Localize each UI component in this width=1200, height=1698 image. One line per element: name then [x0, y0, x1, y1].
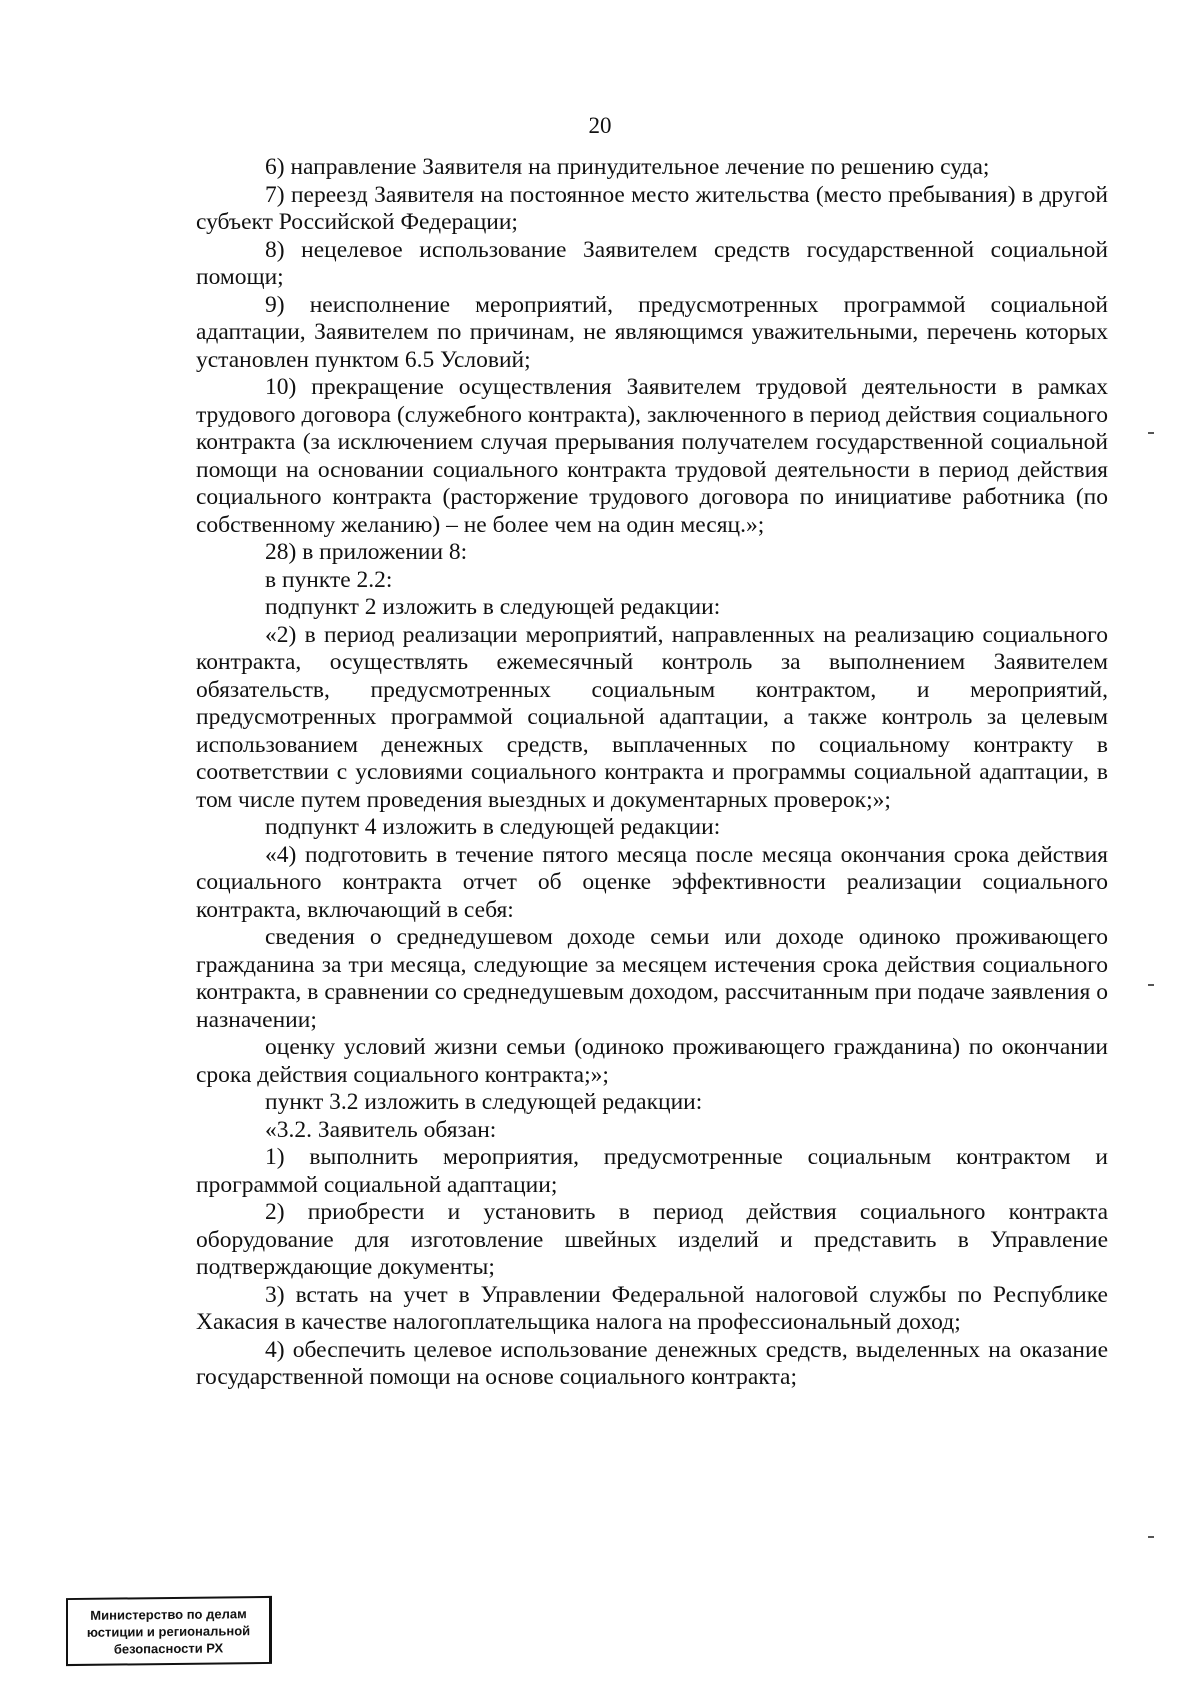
- paragraph-point-3-2-intro: пункт 3.2 изложить в следующей редакции:: [265, 1089, 703, 1115]
- paragraph-obligation-1: 1) выполнить мероприятия, предусмотренные социальным контрактом и программой социальной адаптации;: [196, 1144, 1108, 1198]
- paragraph-item-8: 8) нецелевое использование Заявителем средств государственной социальной помощи;: [196, 236, 1108, 290]
- paragraph-item-9: 9) неисполнение мероприятий, предусмотренных программой социальной адаптации, Заявителем по причинам, не являющимся уважительными, перечень которых установлен пунктом 6.5 Условий;: [196, 291, 1108, 373]
- scan-margin-mark: [1148, 432, 1154, 434]
- stamp-line: юстиции и региональной: [86, 1622, 251, 1640]
- stamp-line: Министерство по делам: [90, 1605, 247, 1623]
- paragraph-applicant-obliged: «3.2. Заявитель обязан:: [265, 1116, 497, 1143]
- scan-margin-mark: [1148, 984, 1154, 986]
- paragraph-item-10: 10) прекращение осуществления Заявителем трудовой деятельности в рамках трудового договора (служебного контракта), заключенного в период действия социального контракта (за исключением случая прерывания получателем государственной социальной помощи на основании социального контракта трудовой деятельности в период действия социального контракта (расторжение трудового договора по инициативе работника (по собственному желанию) – не более чем на один месяц.»;: [196, 374, 1108, 538]
- paragraph-amendment-28: 28) в приложении 8:: [265, 539, 468, 565]
- paragraph-income-info: сведения о среднедушевом доходе семьи или доходе одиноко проживающего гражданина за три месяца, следующие за месяцем истечения срока действия социального контракта, в сравнении со среднедушевым доходом, рассчитанным при подаче заявления о назначении;: [196, 924, 1108, 1033]
- document-body: [196, 154, 1108, 1392]
- paragraph-obligation-4: 4) обеспечить целевое использование денежных средств, выделенных на оказание государственной помощи на основе социального контракта;: [196, 1336, 1108, 1390]
- paragraph-item-6: 6) направление Заявителя на принудительное лечение по решению суда;: [265, 154, 990, 180]
- paragraph-subpoint-4-intro: подпункт 4 изложить в следующей редакции:: [265, 814, 721, 840]
- scan-margin-mark: [1148, 1536, 1154, 1538]
- page-number: 20: [588, 113, 612, 138]
- paragraph-item-7: 7) переезд Заявителя на постоянное место жительства (место пребывания) в другой субъект Российской Федерации;: [196, 181, 1108, 235]
- paragraph-living-conditions: оценку условий жизни семьи (одиноко проживающего гражданина) по окончании срока действия социального контракта;»;: [196, 1034, 1108, 1088]
- paragraph-obligation-2: 2) приобрести и установить в период действия социального контракта оборудование для изготовление швейных изделий и представить в Управление подтверждающие документы;: [196, 1199, 1108, 1280]
- paragraph-point-2-2: в пункте 2.2:: [265, 566, 393, 593]
- paragraph-subpoint-4-text: «4) подготовить в течение пятого месяца после месяца окончания срока действия социального контракта отчет об оценке эффективности реализации социального контракта, включающий в себя:: [196, 841, 1108, 923]
- paragraph-obligation-3: 3) встать на учет в Управлении Федеральной налоговой службы по Республике Хакасия в качестве налогоплательщика налога на профессиональный доход;: [196, 1281, 1108, 1335]
- stamp-line: безопасности РХ: [113, 1639, 224, 1657]
- paragraph-subpoint-2-intro: подпункт 2 изложить в следующей редакции:: [265, 594, 721, 620]
- ministry-stamp: [66, 1596, 272, 1666]
- paragraph-subpoint-2-text: «2) в период реализации мероприятий, направленных на реализацию социального контракта, осуществлять ежемесячный контроль за выполнением Заявителем обязательств, предусмотренных социальным контрактом, и мероприятий, предусмотренных программой социальной адаптации, а также контроль за целевым использованием денежных средств, выплаченных по социальному контракту в соответствии с условиями социального контракта и программы социальной адаптации, в том числе путем проведения выездных и документарных проверок;»;: [196, 621, 1108, 813]
